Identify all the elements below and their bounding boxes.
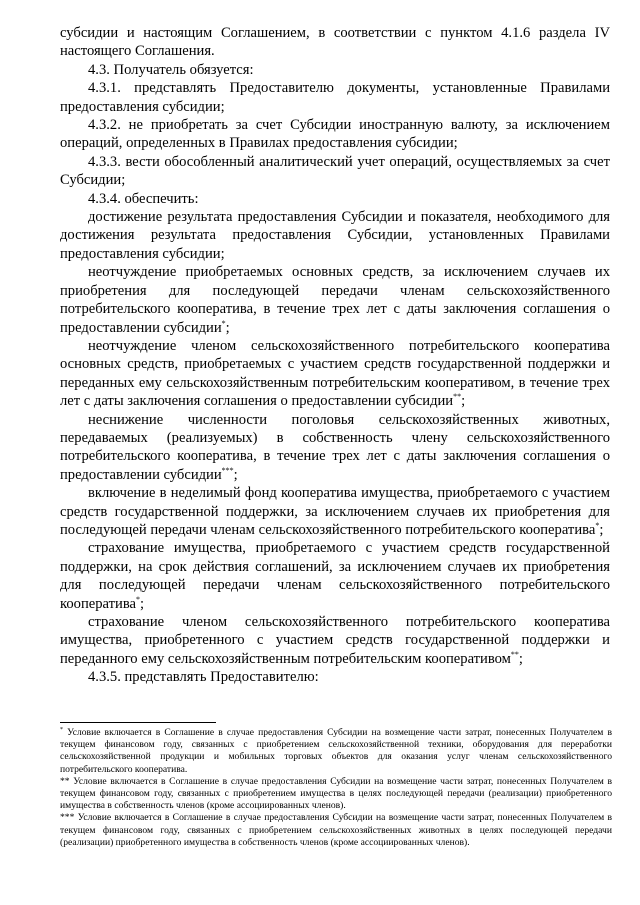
footnote-text: Условие включается в Соглашение в случае предоставления Субсидии на возмещение части затрат, понесенных Получателем в текущем финансовом году, связанных с приобретением сельскохозяйственной техники, оборудования для переработки сельскохозяйственной продукции и мобильных торговых объектов для оказания услуг членам сельскохозяйственного потребительского кооператива. (60, 727, 612, 775)
item-text: включение в неделимый фонд кооператива имущества, приобретаемого с участием средств государственной поддержки, за исключением случаев их приобретения для последующей передачи членам сельскохозяйственного потребительского кооператива (60, 485, 610, 538)
item-text: неотчуждение приобретаемых основных средств, за исключением случаев их приобретения для последующей передачи членам сельскохозяйственного потребительского кооператива, в течение трех лет с даты заключения соглашения о предоставлении субсидии (60, 264, 610, 336)
item-text: неснижение численности поголовья сельскохозяйственных животных, передаваемых (реализуемых) в собственность члену сельскохозяйственного потребительского кооператива, в течение трех лет с даты заключения соглашения о предоставлении субсидии (60, 411, 610, 483)
item-end: ; (225, 319, 230, 336)
item-end: ; (140, 595, 145, 612)
clause-4-3-3: 4.3.3. вести обособленный аналитический учет операций, осуществляемых за счет Субсидии; (60, 153, 610, 189)
footnote-1 (60, 727, 612, 776)
footnotes (60, 727, 612, 849)
footnote-mark: ** (510, 649, 519, 659)
footnote-2: ** Условие включается в Соглашение в случае предоставления Субсидии на возмещение части затрат, понесенных Получателем в текущем финансовом году, связанных с приобретением имущества в целях последующей передачи (реализации) приобретенного имущества в собственность членов (кроме ассоциированных членов). (60, 775, 612, 812)
footnote-divider (60, 722, 216, 723)
item-text: неотчуждение членом сельскохозяйственного потребительского кооператива основных средств, приобретаемых с участием средств государственной поддержки и переданных ему сельскохозяйственным потребительским кооперативом, в течение трех лет с даты заключения соглашения о предоставлении субсидии (60, 337, 610, 410)
clause-4-3-5: 4.3.5. представлять Предоставителю: (88, 669, 319, 686)
item-end: ; (599, 521, 604, 538)
main-text (60, 24, 610, 687)
paragraph: субсидии и настоящим Соглашением, в соответствии с пунктом 4.1.6 раздела IV настоящего Соглашения. (60, 25, 610, 60)
footnote-mark: * (60, 727, 63, 733)
list-item (60, 411, 610, 485)
footnote-3: *** Условие включается в Соглашение в случае предоставления Субсидии на возмещение части затрат, понесенных Получателем в текущем финансовом году, связанных с приобретением сельскохозяйственных животных в целях последующей передачи (реализации) приобретенного имущества в собственность членов (кроме ассоциированных членов). (60, 812, 612, 848)
list-item (60, 263, 610, 337)
item-end: ; (233, 466, 238, 483)
list-item (60, 337, 610, 411)
list-item: достижение результата предоставления Субсидии и показателя, необходимого для достижения результата предоставления Субсидии, установленных Правилами предоставления субсидии; (60, 209, 610, 262)
item-text: страхование имущества, приобретаемого с участием средств государственной поддержки, на срок действия соглашений, за исключением случаев их приобретения для последующей передачи членам сельскохозяйственного потребительского кооператива (60, 540, 610, 612)
footnote-mark: * (136, 594, 140, 604)
clause-4-3-4: 4.3.4. обеспечить: (88, 190, 199, 207)
footnote-mark: * (595, 520, 600, 530)
clause-4-3-2: 4.3.2. не приобретать за счет Субсидии иностранную валюту, за исключением операций, определенных в Правилах предоставления субсидии; (60, 117, 610, 152)
item-end: ; (461, 393, 466, 410)
clause-4-3-1: 4.3.1. представлять Предоставителю документы, установленные Правилами предоставления субсидии; (60, 80, 610, 115)
section-heading-4-3: 4.3. Получатель обязуется: (88, 61, 254, 78)
footnote-mark: *** (221, 465, 234, 475)
footnote-mark: * (221, 318, 226, 328)
list-item (60, 613, 610, 668)
list-item (60, 484, 610, 539)
footnote-mark: ** (453, 392, 462, 402)
item-end: ; (518, 650, 523, 667)
list-item (60, 539, 610, 613)
item-text: страхование членом сельскохозяйственного потребительского кооператива имущества, приобретенного с участием средств государственной поддержки и переданного ему сельскохозяйственным потребительским кооперативом (60, 614, 610, 667)
